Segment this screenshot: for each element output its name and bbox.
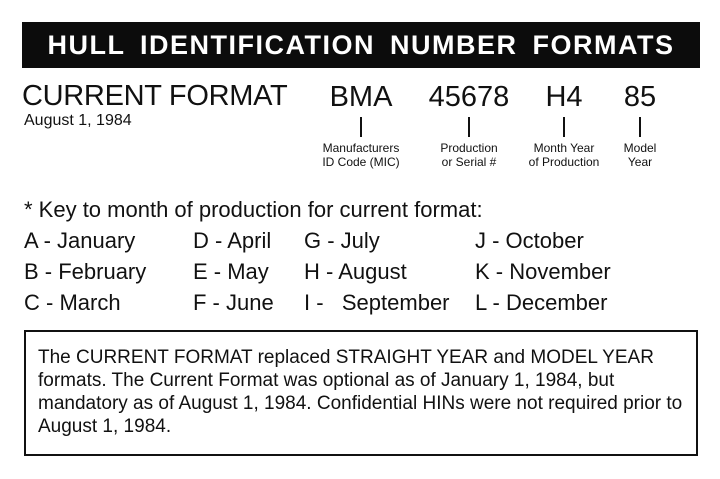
title-banner (22, 22, 700, 68)
current-format-date: August 1, 1984 (24, 112, 132, 129)
month-key-item: D - April (193, 228, 272, 253)
month-key-item: B - February (24, 259, 147, 284)
segment-label: Month Year (533, 141, 595, 155)
segment-connector (468, 117, 470, 137)
month-key-item: I - September (304, 290, 450, 315)
month-key-item: A - January (24, 228, 136, 253)
banner-title: HULL IDENTIFICATION NUMBER FORMATS (47, 29, 675, 60)
segment-code: H4 (545, 81, 583, 113)
segment-code: BMA (329, 81, 393, 113)
hin-segment-mic (322, 80, 400, 169)
month-key-item: K - November (475, 259, 611, 284)
format-note-text: The CURRENT FORMAT replaced STRAIGHT YEAR and MODEL YEAR formats. The Current Format was optional as of January 1, 1984, but mandatory as of August 1, 1984. Confidential HINs were not required prior to August 1, 1984. (38, 347, 683, 437)
month-key-item: E - May (193, 259, 269, 284)
segment-label: or Serial # (441, 155, 497, 169)
month-key-item: J - October (475, 228, 584, 253)
segment-connector (563, 117, 565, 137)
month-key-item: F - June (193, 290, 274, 315)
segment-label: Year (627, 155, 653, 169)
segment-label: ID Code (MIC) (322, 155, 400, 169)
segment-connector (639, 117, 641, 137)
segment-label: of Production (528, 155, 600, 169)
hin-segment-model-year (616, 80, 664, 169)
segment-label: Production (440, 141, 498, 155)
month-key-item: H - August (304, 259, 407, 284)
segment-code: 85 (623, 81, 657, 113)
segment-connector (360, 117, 362, 137)
month-key-title: * Key to month of production for current format: (24, 197, 483, 222)
month-key-item: L - December (475, 290, 608, 315)
hin-segment-month-year (522, 80, 606, 169)
month-key-item: C - March (24, 290, 121, 315)
segment-label: Model (623, 141, 657, 155)
hin-segment-serial (424, 80, 514, 169)
segment-label: Manufacturers (322, 141, 400, 155)
segment-code: 45678 (428, 81, 510, 113)
format-note-box (24, 330, 698, 456)
month-key-item: G - July (304, 228, 380, 253)
current-format-title: CURRENT FORMAT (22, 80, 288, 112)
